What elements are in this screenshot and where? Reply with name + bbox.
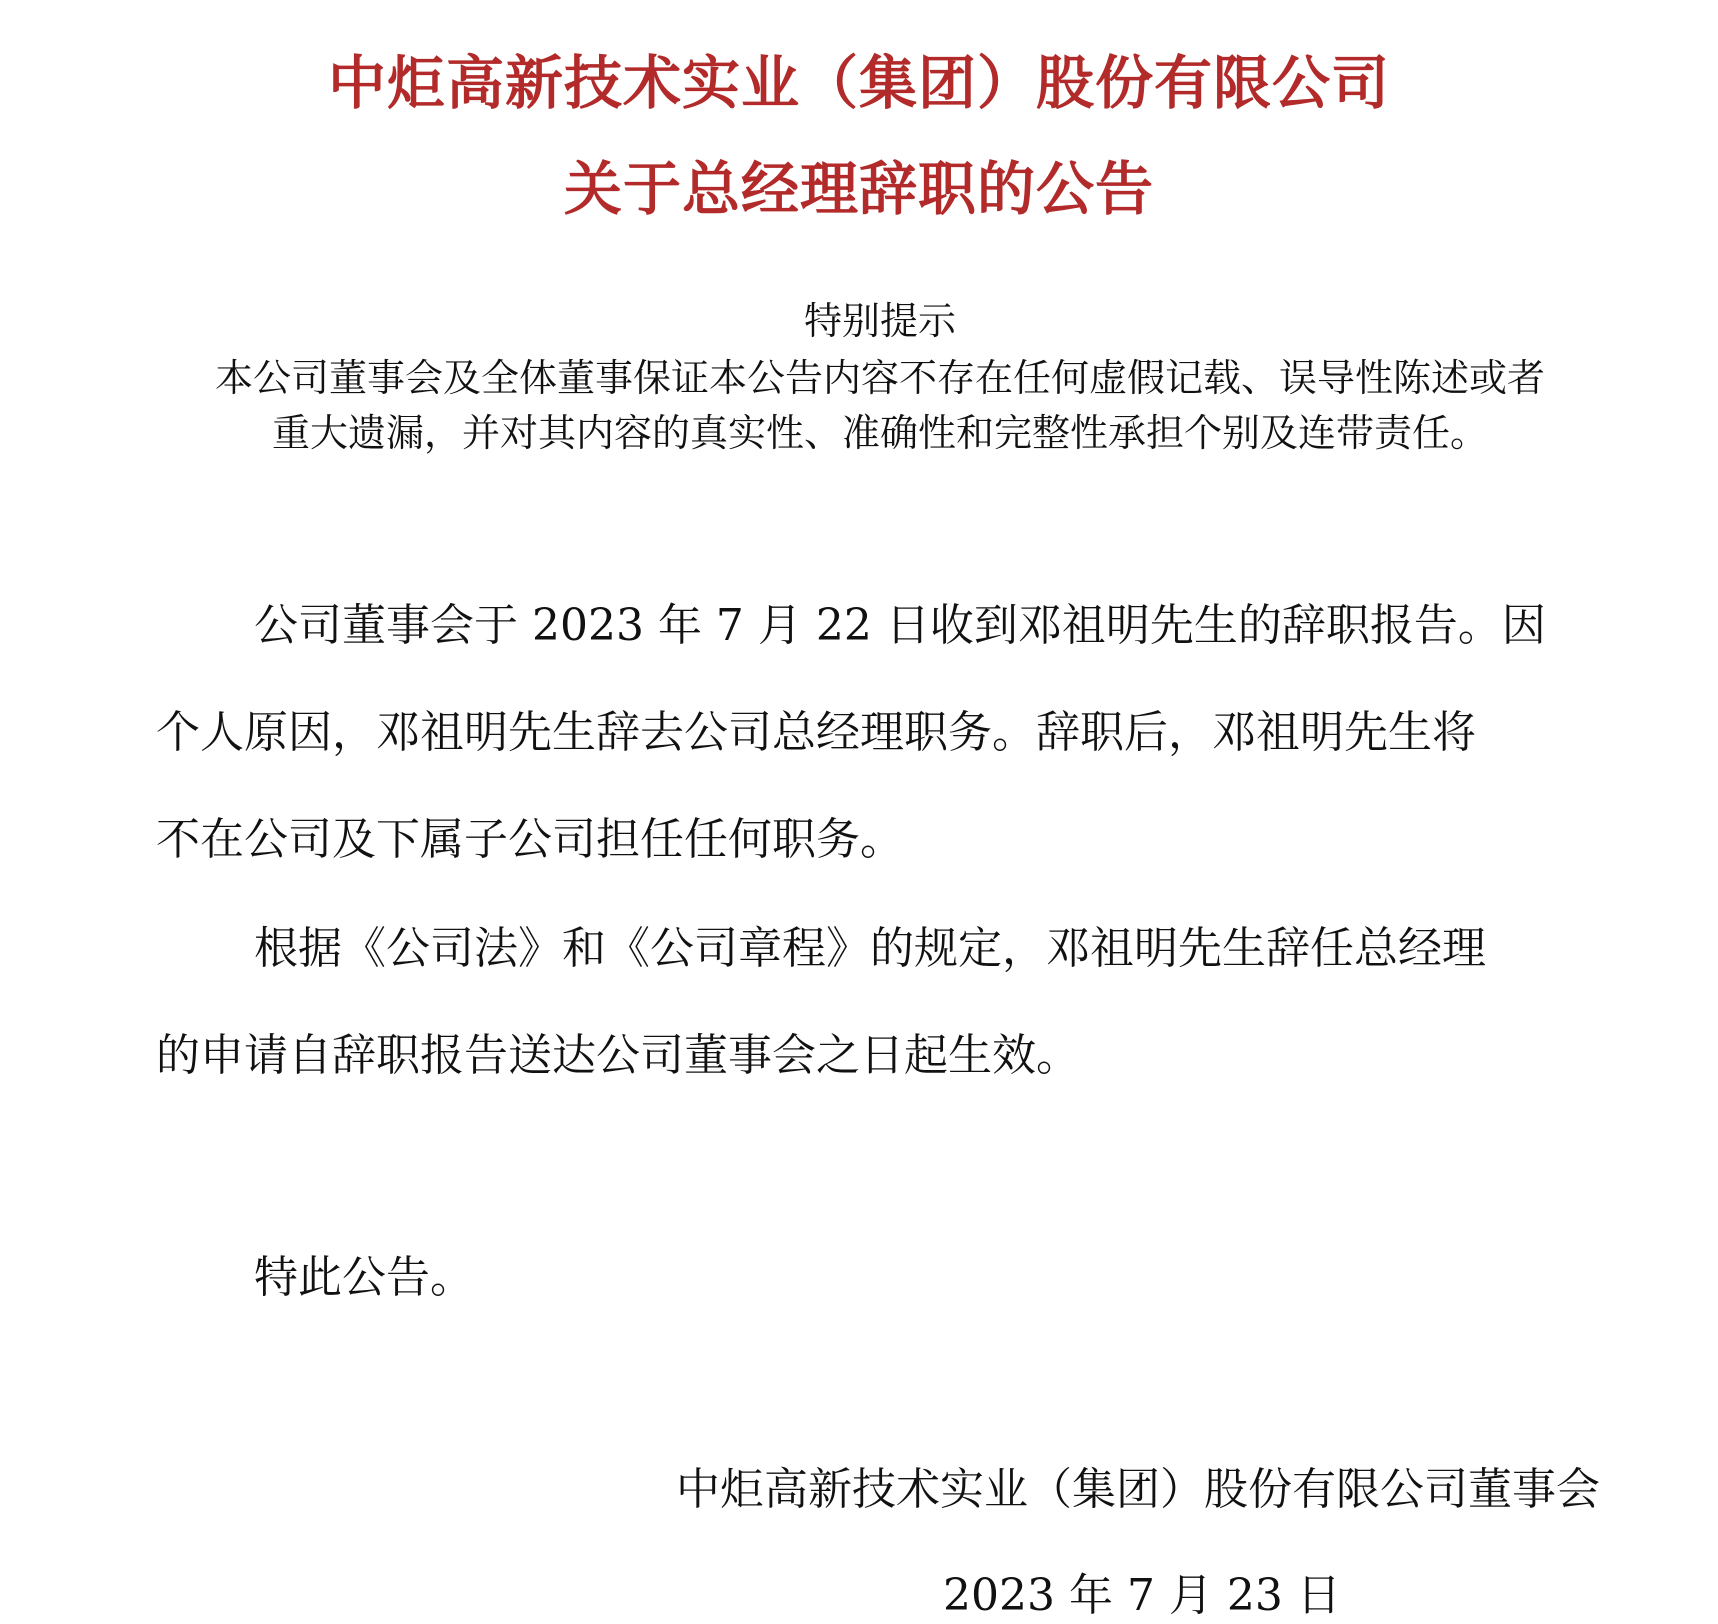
body-paragraph-line: 个人原因，邓祖明先生辞去公司总经理职务。辞职后，邓祖明先生将 [156, 707, 1476, 758]
announcement-date: 2023 年 7 月 23 日 [943, 1570, 1341, 1621]
notice-text-line: 重大遗漏，并对其内容的真实性、准确性和完整性承担个别及连带责任。 [271, 411, 1488, 455]
announcement-title: 关于总经理辞职的公告 [563, 155, 1154, 223]
body-paragraph-line: 公司董事会于 2023 年 7 月 22 日收到邓祖明先生的辞职报告。因 [254, 600, 1546, 651]
notice-text-line: 本公司董事会及全体董事保证本公告内容不存在任何虚假记载、误导性陈述或者 [214, 356, 1545, 400]
signature-board: 中炬高新技术实业（集团）股份有限公司董事会 [676, 1464, 1600, 1515]
notice-heading: 特别提示 [803, 299, 956, 343]
body-paragraph-line: 根据《公司法》和《公司章程》的规定，邓祖明先生辞任总经理 [254, 923, 1486, 974]
body-paragraph-line: 不在公司及下属子公司担任任何职务。 [156, 814, 904, 865]
closing-statement: 特此公告。 [254, 1252, 474, 1303]
company-title: 中炬高新技术实业（集团）股份有限公司 [327, 49, 1390, 117]
body-paragraph-line: 的申请自辞职报告送达公司董事会之日起生效。 [156, 1030, 1080, 1081]
